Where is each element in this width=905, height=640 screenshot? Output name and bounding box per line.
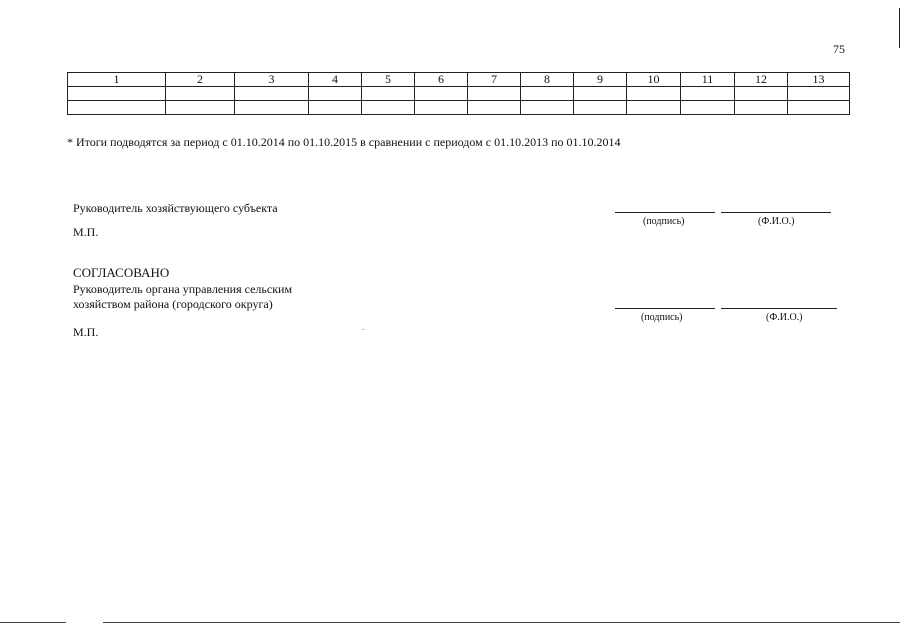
table-cell (521, 87, 574, 101)
table-cell (681, 101, 735, 115)
table-cell (788, 101, 850, 115)
full-name-caption: (Ф.И.О.) (758, 216, 795, 227)
stamp-placeholder: М.П. (73, 325, 99, 339)
signature-line (615, 308, 715, 309)
column-number: 8 (521, 73, 574, 87)
column-number: 11 (681, 73, 735, 87)
agriculture-head-title-line1: Руководитель органа управления сельским (73, 282, 293, 296)
column-number: 9 (574, 73, 627, 87)
table-header-row (68, 73, 850, 87)
signature-caption: (подпись) (643, 216, 685, 227)
scan-edge-line (899, 8, 900, 48)
full-name-line (721, 308, 837, 309)
column-number: 1 (68, 73, 166, 87)
agreed-heading: СОГЛАСОВАНО (73, 265, 170, 280)
column-number: 6 (415, 73, 468, 87)
table-cell (735, 87, 788, 101)
table-row (68, 87, 850, 101)
column-number: 13 (788, 73, 850, 87)
table-cell (574, 101, 627, 115)
table-cell (309, 87, 362, 101)
table-cell (235, 101, 309, 115)
full-name-caption: (Ф.И.О.) (766, 312, 803, 323)
scan-speck (362, 329, 364, 330)
table-cell (309, 101, 362, 115)
column-number: 4 (309, 73, 362, 87)
column-number: 10 (627, 73, 681, 87)
period-footnote: * Итоги подводятся за период с 01.10.2014 по 01.10.2015 в сравнении с периодом с 01.10.2013 по 01.10.2014 (67, 135, 621, 149)
table-cell (68, 87, 166, 101)
table-cell (362, 87, 415, 101)
table-cell (166, 87, 235, 101)
column-number: 3 (235, 73, 309, 87)
signature-line (615, 212, 715, 213)
report-table (67, 72, 850, 115)
table-cell (627, 101, 681, 115)
table-cell (235, 87, 309, 101)
table-cell (574, 87, 627, 101)
page-number: 75 (833, 42, 845, 56)
table-cell (415, 101, 468, 115)
table-cell (735, 101, 788, 115)
table-cell (468, 87, 521, 101)
stamp-placeholder: М.П. (73, 225, 99, 239)
column-number: 7 (468, 73, 521, 87)
scan-bottom-rule (103, 622, 900, 623)
entity-head-title: Руководитель хозяйствующего субъекта (73, 201, 278, 215)
table-row (68, 101, 850, 115)
table-cell (788, 87, 850, 101)
table-cell (521, 101, 574, 115)
full-name-line (721, 212, 831, 213)
table-cell (468, 101, 521, 115)
scan-bottom-rule (0, 622, 66, 623)
column-number: 5 (362, 73, 415, 87)
column-number: 12 (735, 73, 788, 87)
table-cell (166, 101, 235, 115)
table-cell (362, 101, 415, 115)
table-cell (68, 101, 166, 115)
agriculture-head-title-line2: хозяйством района (городского округа) (73, 297, 273, 311)
table-cell (627, 87, 681, 101)
column-number: 2 (166, 73, 235, 87)
signature-caption: (подпись) (641, 312, 683, 323)
table-cell (415, 87, 468, 101)
table-cell (681, 87, 735, 101)
